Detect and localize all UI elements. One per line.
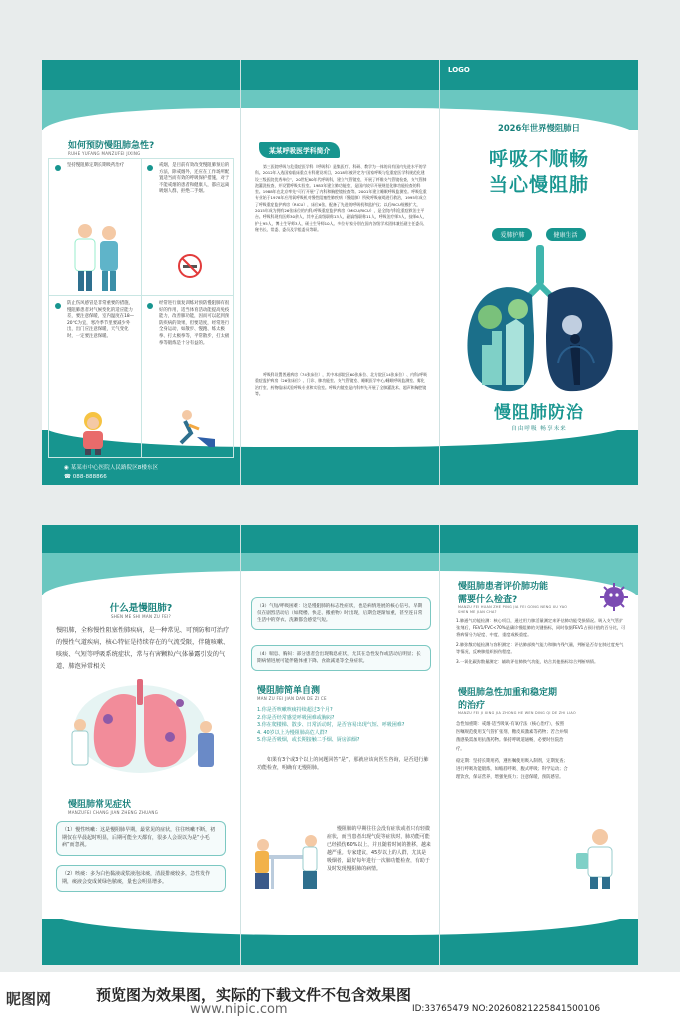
tag-row	[440, 222, 638, 241]
prevention-panel	[42, 60, 240, 485]
lungs-illustration	[462, 245, 618, 395]
event-title: 2026年世界慢阻肺日	[498, 123, 580, 133]
headline-line-2: 当心慢阻肺	[488, 174, 589, 196]
prevention-item-3: 防止伤风感冒是非常重要的措施，慢阻肺患者对气候变化的适应能力差，要注意保暖，室内温度在18—20℃为宜，寒冷季节里要减少外出，出门应注意保暖，天气变化时，一定要注意保暖。	[67, 301, 135, 339]
treatment-heading	[458, 685, 628, 715]
phone-icon: ☎	[64, 474, 73, 480]
what-is-text: 慢阻肺，全称慢性阻塞性肺疾病，是一种常见、可预防和可治疗的慢性气道疾病，核心特征是持续存在的气流受限，伴随咳嗽、咳痰、气短等呼吸系统症状，常与有害颗粒/气体暴露引发的气道、肺泡异常相关	[56, 627, 230, 670]
phone-text: 088-888866	[72, 474, 107, 480]
doctor-lungs-illustration	[60, 673, 220, 777]
evaluation-item-3: 3.一氧化碳弥散量测定：辅助评估肺换气功能，结合其他指标综合判断病情。	[456, 659, 599, 664]
bullet-icon	[55, 165, 61, 171]
brand-slogan: 自由呼吸 畅享未来	[511, 426, 567, 432]
bullet-icon	[147, 165, 153, 171]
virus-icon	[598, 581, 630, 613]
symptoms-subtitle: MANZUFEI CHANG JIAN ZHENG ZHUANG	[68, 810, 159, 815]
bullet-icon	[147, 303, 153, 309]
address-row	[64, 464, 158, 473]
question-2: 2.你是否经常感觉呼吸困难或胸闷?	[257, 714, 335, 721]
symptom-1: （1）慢性咳嗽：这是慢阻肺早期，最常见的症状，往往咳嗽不断，初期仅在早晨起时明显，后期可能全天都有，很多人会误以为是“小毛病”而忽视。	[56, 821, 226, 856]
watermark-notice: 预览图为效果图，实际的下载文件不包含效果图	[96, 986, 412, 1004]
what-is-copd-panel	[42, 525, 240, 965]
evaluation-list	[456, 617, 626, 665]
watermark-site: 昵图网	[6, 990, 52, 1008]
logo: LOGO	[448, 66, 470, 74]
self-test-summary: 如果有3个或3个以上的问题回答“是”，那就应该向医生咨询，是否进行肺功能检查，明确有无慢阻肺。	[257, 757, 429, 771]
prevention-item-1: 坚持慢阻肺定期长期吸药治疗	[67, 163, 125, 168]
question-4: 4. 40岁以上为慢阻肺高危人群?	[257, 729, 328, 736]
symptom-4: （4）喘息、胸闷：部分患者会出现喘息症状，尤其在急性发作或活动后明显；长期病情进展可能伴随体重下降、食欲减退等全身症状。	[251, 645, 431, 671]
treatment-subtitle: MANZU FEI JI XING JIA ZHONG HE WEN DING QI DE ZHI LIAO	[458, 711, 576, 715]
question-3: 3.你在爬楼梯、散步、日常活动时，是否容易出现气短、呼吸困难?	[257, 722, 405, 729]
prevention-item-2: 戒烟，是目前有效改变慢阻肺预后的方法，除戒烟外，还应在工作场所配置适当而有效的呼吸保护措施，对于不能戒烟的患者和健康人，都应远离吸烟人群，拒绝二手烟。	[159, 163, 230, 195]
department-text-2: 呼吸科设置普通病房（74张床位），其中本部院区60张床位、北方院区14张床位）、内科/呼吸重症监护病房（26张床位）、门诊、肺功能室、支气管镜室、睡眠医学中心/睡眠呼吸监测室、雾化治疗室、药物临床试验呼吸专业和实验室。呼吸内镜室是内科率先开展了全肺灌洗术、超声和胸腔镜等。	[255, 372, 428, 396]
department-text-1: 第三医院呼吸与危重症医学科（呼吸科）是集医疗、科研、教学为一体的具有国内先进水平的学科。2012年入选国家临床重点专科建设项目，2018年被评定为“国家呼吸与危重症医学科规范化建设三级医院优秀单位”，20世纪80年代呼吸科，建立气管镜室，开展了纤维支气管镜检查，支气管肺泡灌洗检查，并设置呼吸实验室。1983年建立肺功能室，是国内较早开展规范化肺功能检查的科室。1988年在北京率先“可行开展”了内科和胸腔镜检查等。2001年建立睡眠呼吸监测室。呼吸危重专业始于1978年应用氧呼吸机对慢性阻塞性肺疾病（慢阻肺）所致呼吸衰竭进行救治，1995年成立了呼吸重症监护病房（RICU），床位6张，配备了先进的呼吸机和监护仪；以后RICU规模扩大，2015年成为拥有26张床位的内科/呼吸重症监护病房（MICU/RICU），是全院内科危重症救治主平台。呼吸科现有医师30余人，其中正高级职称13人，副高级职称11人，呼吸治疗师3人，技师6人，护士95人，博士生导师3人，硕士生导师10人。多位专家分别在国内各级学术团体兼任副主任委员、秘书长、常委、委员及学组委员等职。	[255, 164, 427, 232]
evaluation-subtitle: MANZU FEI HUAN ZHE PING JIA FEI GONG NENG XU YAO SHEN ME JIAN CHA?	[458, 605, 568, 614]
treatment-title-1: 慢阻肺急性加重和稳定期	[458, 688, 558, 698]
brochure-outside	[42, 60, 638, 485]
self-test-questions	[257, 707, 429, 745]
watermark-id: ID:33765479 NO:20260821225841500106	[412, 1004, 601, 1014]
prevention-item-4: 经常进行康复训练对预防慢阻肺有很好的作用，适当体育活动能提高免疫能力，改善肺功能，因而可以起到预防疾病的效果，但要适度，经常进行全身运动，如散步、慢跑、练太极拳、打太极拳等，平常散步，打太极拳等锻炼是十分有益的。	[159, 301, 230, 346]
no-smoking-icon	[177, 253, 203, 279]
contact-block	[64, 464, 158, 482]
early-screening-text: 慢阻肺的早期往往会没有症状或者只有轻微症状，而当患者出现气促等症状时，肺功能可能已经损伤60%以上，并且随着时间的推移，越来越严重。专家建议，45岁以上的人群，尤其是吸烟者，最好每年进行一次肺功能检查，有助于及时发现慢阻肺的病情。	[327, 826, 431, 872]
headline-line-1: 呼吸不顺畅	[488, 148, 589, 170]
evaluation-item-2: 2.肺弥散功能检测与容积测定：评估肺部换气能力和肺内残气量，判断是否存在肺过度充气等情况，反映肺组织损伤程度。	[456, 642, 624, 654]
grid-divider	[141, 159, 142, 457]
evaluation-heading	[458, 579, 618, 615]
treatment-item-2: 稳定期：坚持长期用药，遵医嘱使用吸入制剂，定期复查；进行呼吸功能锻炼，如缩唇呼吸、腹式呼吸；科学运动；合理饮食，保证营养，增强免疫力；注意保暖，预防感冒。	[456, 758, 568, 781]
self-test-heading	[257, 683, 327, 701]
address-text: 某某市中心医院人民路院区8楼东区	[70, 465, 159, 471]
self-test-subtitle: MAN ZU FEI JIAN DAN DE ZI CE	[257, 696, 327, 701]
watermark-bar	[0, 972, 680, 1024]
question-5: 5.你是否吸烟，或长期接触二手烟、厨房油烟?	[257, 737, 360, 744]
bullet-icon	[55, 303, 61, 309]
treatment-list	[456, 721, 568, 782]
cover-panel	[440, 60, 638, 485]
evaluation-title-2: 需要什么检查?	[458, 595, 518, 605]
doctors-illustration	[67, 219, 127, 293]
phone-row	[64, 473, 158, 482]
watermark-url: www.nipic.com	[190, 1002, 288, 1017]
evaluation-treatment-panel	[440, 525, 638, 965]
brand-title: 慢阻肺防治	[494, 403, 584, 423]
tag-healthy-life: 健康生活	[546, 228, 586, 241]
evaluation-title-1: 慢阻肺患者评价肺功能	[458, 582, 549, 592]
symptoms-heading	[68, 797, 158, 815]
consultation-illustration	[249, 819, 325, 893]
doctor-tablet-illustration	[570, 825, 630, 889]
prevention-subtitle: RUHE YUFANG MANZUFEI JIXING	[68, 151, 141, 156]
what-is-title: 什么是慢阻肺?	[109, 603, 173, 614]
location-icon: ◉	[64, 465, 71, 471]
department-intro-panel	[241, 60, 439, 485]
runner-illustration	[167, 407, 217, 451]
what-is-subtitle: SHEN ME SHI MAN ZU FEI?	[110, 614, 171, 619]
what-is-heading	[42, 600, 240, 619]
self-test-title: 慢阻肺简单自测	[257, 686, 321, 696]
treatment-item-1: 急性加重期：戒烟·适当吸氧·有氧疗法（核心治疗），按照医嘱规范使用支气管扩张剂、糖皮质激素等药物；若合并细菌感染需加用抗菌药物。保持呼吸道通畅，必要时住院治疗。	[456, 722, 568, 752]
grid-divider	[49, 295, 233, 296]
symptom-2: （2）咳痰：多为白色黏液或浆液泡沫痰，清晨排痰较多，急性发作期，痰液会变成黄绿色脓痰，量也会明显增多。	[56, 865, 226, 892]
evaluation-item-1: 1.肺通气功能检测：核心项目，通过用力肺活量测定来评估肺功能受损情况。吸入支气管扩张剂后，FEV1/FVC<70%是确诊慢阻肺的关键指标，同时依据FEV1占预计值的百分比，可将病情分为轻度、中度、重度或极重度。	[456, 618, 626, 637]
symptom-3: （3）气短/呼吸困难：这是慢阻肺的标志性症状，也是病情进展的核心信号。早期仅在剧烈活动后（如爬楼、快走、搬重物）时出现，后期会逐渐加重，甚至连日常生活中的穿衣、洗漱都会感觉气短。	[251, 597, 431, 630]
self-test-panel	[241, 525, 439, 965]
treatment-title-2: 的治疗	[458, 701, 486, 711]
prevention-grid	[48, 158, 234, 458]
winter-girl-illustration	[71, 407, 115, 455]
department-title: 某某呼吸医学科简介	[259, 142, 340, 158]
prevention-heading	[68, 138, 154, 156]
question-1: 1.你是否咳嗽咳痰持续超过3个月?	[257, 707, 333, 713]
brochure-inside	[42, 525, 638, 965]
symptoms-title: 慢阻肺常见症状	[68, 800, 132, 810]
tag-love-lungs: 爱肺护肺	[492, 228, 532, 241]
prevention-title: 如何预防慢阻肺急性?	[68, 141, 155, 151]
